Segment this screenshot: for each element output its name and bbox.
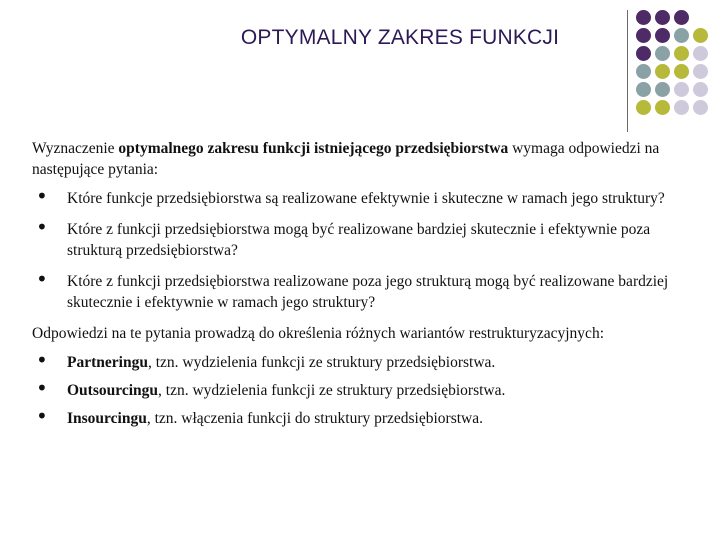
decor-dot [693,100,708,115]
slide-title: OPTYMALNY ZAKRES FUNKCJI [240,26,560,49]
list-item [32,348,694,373]
question-text: Które z funkcji przedsiębiorstwa realizowane poza jego strukturą mogą być realizowane bardziej skutecznie i efektywnie w ramach jego struktury? [67,273,669,311]
decor-dot [674,46,689,61]
decor-dot [636,28,651,43]
answers-intro-paragraph: Odpowiedzi na te pytania prowadzą do określenia różnych wariantów restrukturyzacyjnych: [32,325,604,342]
variant-description: , tzn. włączenia funkcji do struktury przedsiębiorstwa. [146,410,483,427]
list-item [32,404,694,429]
list-item [32,184,694,209]
decor-dot [674,10,689,25]
variant-name: Insourcingu [67,410,147,427]
decor-dot [636,46,651,61]
decor-dot [655,10,670,25]
decor-dot [655,82,670,97]
decor-dot [674,82,689,97]
decor-dot [674,64,689,79]
decor-dot [636,64,651,79]
variant-description: , tzn. wydzielenia funkcji ze struktury przedsiębiorstwa. [158,382,506,399]
bullet-icon: • [36,348,48,372]
intro-text-pre: Wyznaczenie [32,140,119,157]
variant-name: Partneringu [67,354,148,371]
decor-dot [674,100,689,115]
bullet-icon: • [36,215,48,239]
decor-dot [655,28,670,43]
decor-dot [693,64,708,79]
variants-list [32,348,694,429]
intro-text-post: wymaga odpowiedzi na następujące pytania: [32,140,660,178]
variant-description: , tzn. wydzielenia funkcji ze struktury przedsiębiorstwa. [147,354,496,371]
bullet-icon: • [36,267,48,291]
list-item [32,267,694,313]
list-item [32,376,694,401]
title-divider-line [627,10,628,132]
intro-paragraph [32,138,694,180]
variant-name: Outsourcingu [67,382,159,399]
decor-dot [655,46,670,61]
decor-dot [693,82,708,97]
decor-dot [693,28,708,43]
bullet-icon: • [36,404,48,428]
decor-dot [693,46,708,61]
decor-dot [655,64,670,79]
decor-dot [636,100,651,115]
decor-dot [636,10,651,25]
bullet-icon: • [36,184,48,208]
bullet-icon: • [36,376,48,400]
slide-body [32,138,694,436]
intro-text-bold: optymalnego zakresu funkcji istniejącego przedsiębiorstwa [118,140,509,157]
list-item [32,215,694,261]
decor-dot [655,100,670,115]
questions-list [32,184,694,313]
question-text: Które funkcje przedsiębiorstwa są realizowane efektywnie i skuteczne w ramach jego struktury? [67,190,665,207]
decor-dot [674,28,689,43]
decor-dot [636,82,651,97]
question-text: Które z funkcji przedsiębiorstwa mogą być realizowane bardziej skutecznie i efektywnie poza strukturą przedsiębiorstwa? [67,221,651,259]
